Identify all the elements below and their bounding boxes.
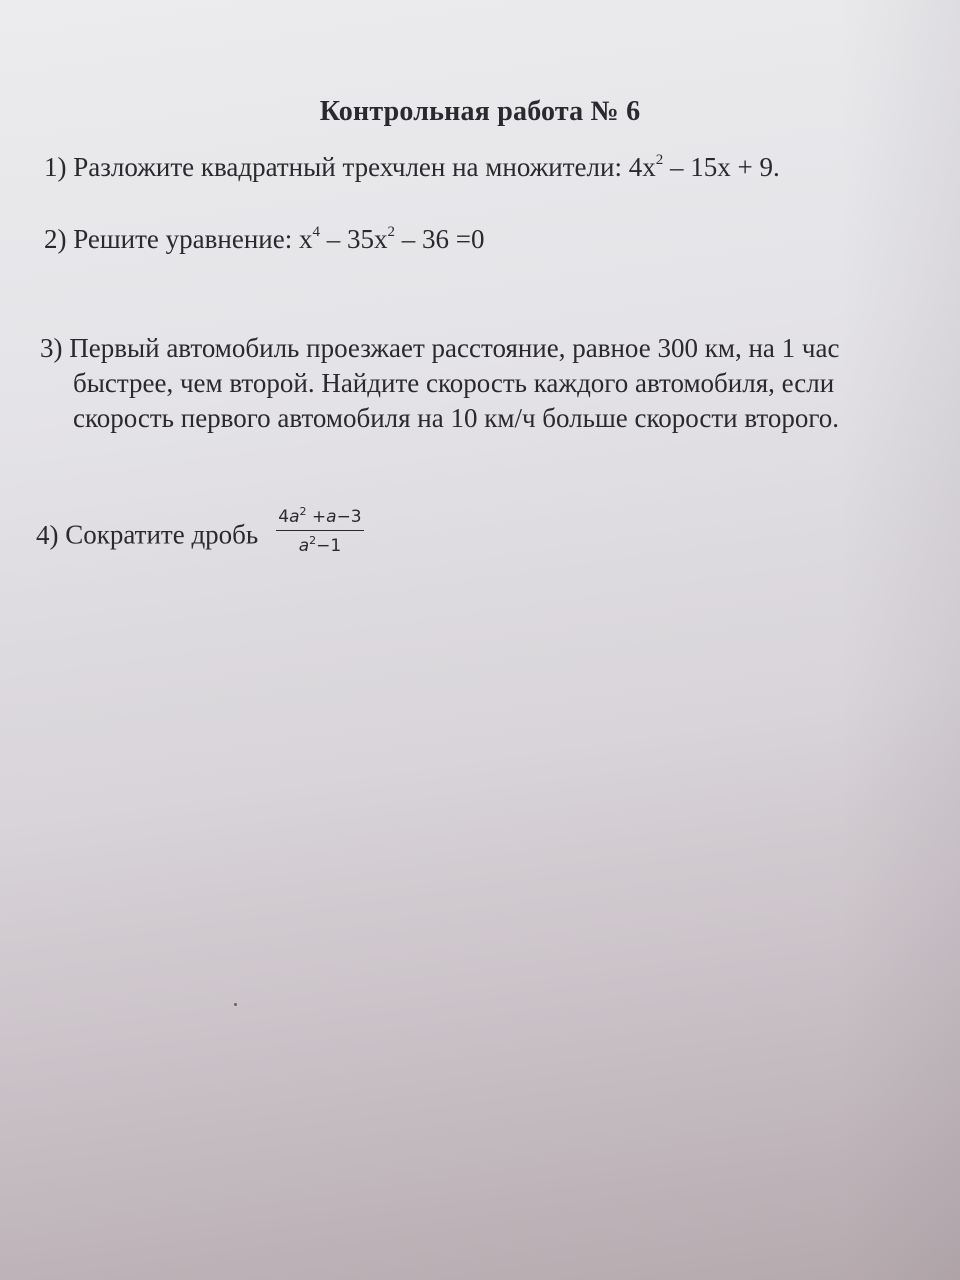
task-3-line-1-text: Первый автомобиль проезжает расстояние, равное 300 км, на 1 час [69, 333, 840, 363]
task-3 [40, 331, 839, 436]
task-3-number: 3) [40, 333, 63, 363]
numerator-plus: + [306, 507, 327, 527]
task-4-text: Сократите дробь [65, 519, 259, 550]
task-3-line-2: быстрее, чем второй. Найдите скорость каждого автомобиля, если [73, 368, 835, 398]
task-2-number: 2) [44, 224, 67, 254]
paper-shadow [840, 0, 960, 1280]
paper-speck [234, 1003, 237, 1006]
task-2-rest: – 36 =0 [394, 224, 485, 254]
denominator-variable: a [298, 536, 310, 556]
task-2 [44, 222, 484, 256]
task-3-line-3: скорость первого автомобиля на 10 км/ч больше скорости второго. [73, 403, 840, 433]
numerator-variable: a [289, 507, 300, 527]
task-1-text: Разложите квадратный трехчлен на множители: 4x [73, 152, 656, 182]
denominator-exponent: 2 [309, 534, 317, 547]
numerator-exponent: 2 [299, 505, 307, 518]
task-4 [36, 505, 364, 563]
task-2-exponent-1: 4 [312, 224, 320, 240]
task-4-number: 4) [36, 519, 59, 550]
fraction-denominator [276, 531, 363, 557]
task-1-rest: – 15x + 9. [663, 152, 780, 182]
task-1-exponent: 2 [655, 152, 664, 168]
numerator-constant: −3 [336, 507, 362, 527]
denominator-constant: −1 [316, 536, 342, 556]
numerator-second-variable: a [326, 507, 337, 527]
task-2-middle: – 35x [319, 224, 388, 254]
task-2-exponent-2: 2 [387, 224, 395, 240]
task-1 [44, 150, 780, 184]
fraction [276, 506, 363, 557]
page-title: Контрольная работа № 6 [319, 96, 641, 127]
fraction-numerator [276, 506, 363, 531]
task-3-line-1 [40, 331, 839, 366]
numerator-coefficient: 4 [278, 507, 290, 527]
task-2-text: Решите уравнение: x [73, 224, 313, 254]
task-1-number: 1) [44, 152, 67, 182]
